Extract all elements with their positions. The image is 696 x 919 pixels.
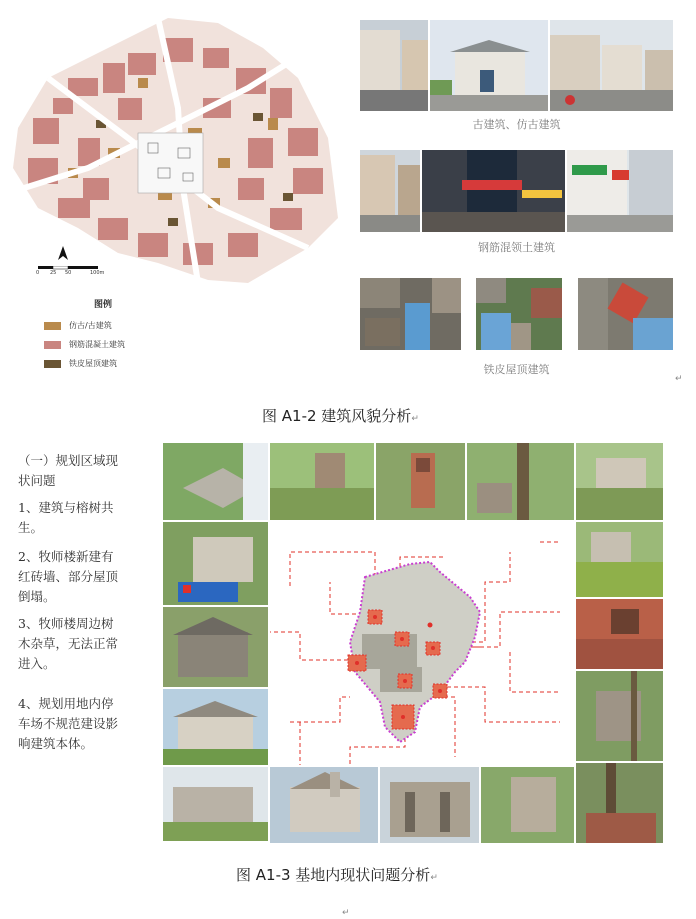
paragraph-mark: ↵ (411, 414, 419, 424)
paragraph-mark: ↵ (342, 908, 350, 918)
photo-site-top-5 (576, 443, 663, 520)
legend-label: 铁皮屋顶建筑 (69, 359, 117, 368)
photo-traditional-2 (430, 20, 548, 111)
photo-site-bottom-3 (481, 767, 574, 843)
photo-metal-roof-2 (476, 278, 562, 350)
figure-a1-3-caption (236, 864, 438, 885)
issue-item: 2、牧师楼新建有红砖墙、部分屋顶倒塌。 (18, 549, 119, 604)
legend-label: 钢筋混凝土建筑 (69, 340, 125, 349)
photo-site-left-2 (163, 607, 268, 687)
figure-a1-2-caption (262, 405, 419, 426)
photo-site-left-4 (163, 767, 268, 841)
photo-site-bottom-1 (270, 767, 378, 843)
paragraph-mark: ↵ (675, 374, 683, 384)
scale-bar (36, 266, 105, 278)
caption-traditional: 古建筑、仿古建筑 (472, 118, 561, 131)
photo-site-top-1 (163, 443, 268, 520)
legend-label: 仿古/古建筑 (69, 321, 112, 330)
photo-site-top-3 (376, 443, 465, 520)
photo-traditional-1 (360, 20, 428, 111)
scale-label-50: 50 (65, 270, 72, 276)
issues-title: （一）规划区域现状问题 (18, 453, 119, 488)
photo-metal-roof-1 (360, 278, 461, 350)
legend-swatch (44, 360, 61, 368)
legend-item-traditional (44, 320, 112, 331)
photo-site-top-4 (467, 443, 574, 520)
photo-site-right-1 (576, 522, 663, 597)
photo-metal-roof-3 (578, 278, 673, 350)
caption-text: 图 A1-2 建筑风貌分析 (262, 407, 412, 425)
photo-concrete-3 (567, 150, 673, 232)
photo-site-bottom-2 (380, 767, 479, 843)
photo-site-left-3 (163, 689, 268, 765)
north-arrow-icon (58, 245, 68, 259)
paragraph-mark: ↵ (430, 873, 438, 883)
photo-site-right-2 (576, 599, 663, 669)
legend-item-concrete (44, 339, 125, 350)
issue-item: 1、建筑与榕树共生。 (18, 500, 114, 535)
photo-site-right-3 (576, 671, 663, 761)
legend-item-metal-roof (44, 358, 117, 369)
photo-site-left-1 (163, 522, 268, 605)
building-style-map (8, 18, 343, 283)
site-plan-diagram (270, 522, 574, 765)
photo-site-right-4 (576, 763, 663, 843)
legend-title: 图例 (94, 300, 113, 310)
photo-traditional-3 (550, 20, 673, 111)
photo-concrete-1 (360, 150, 420, 232)
scale-label-100m: 100m (90, 270, 105, 276)
caption-text: 图 A1-3 基地内现状问题分析 (236, 866, 431, 884)
legend-swatch (44, 341, 61, 349)
caption-metal-roof: 铁皮屋顶建筑 (483, 363, 550, 376)
issue-item: 4、规划用地内停车场不规范建设影响建筑本体。 (18, 696, 119, 751)
scale-label-0: 0 (36, 270, 40, 276)
photo-site-top-2 (270, 443, 374, 520)
photo-concrete-2 (422, 150, 565, 232)
legend-swatch (44, 322, 61, 330)
issue-item: 3、牧师楼周边树木杂草，无法正常进入。 (18, 616, 119, 671)
caption-concrete: 钢筋混领土建筑 (478, 241, 555, 254)
scale-label-25: 25 (50, 270, 57, 276)
